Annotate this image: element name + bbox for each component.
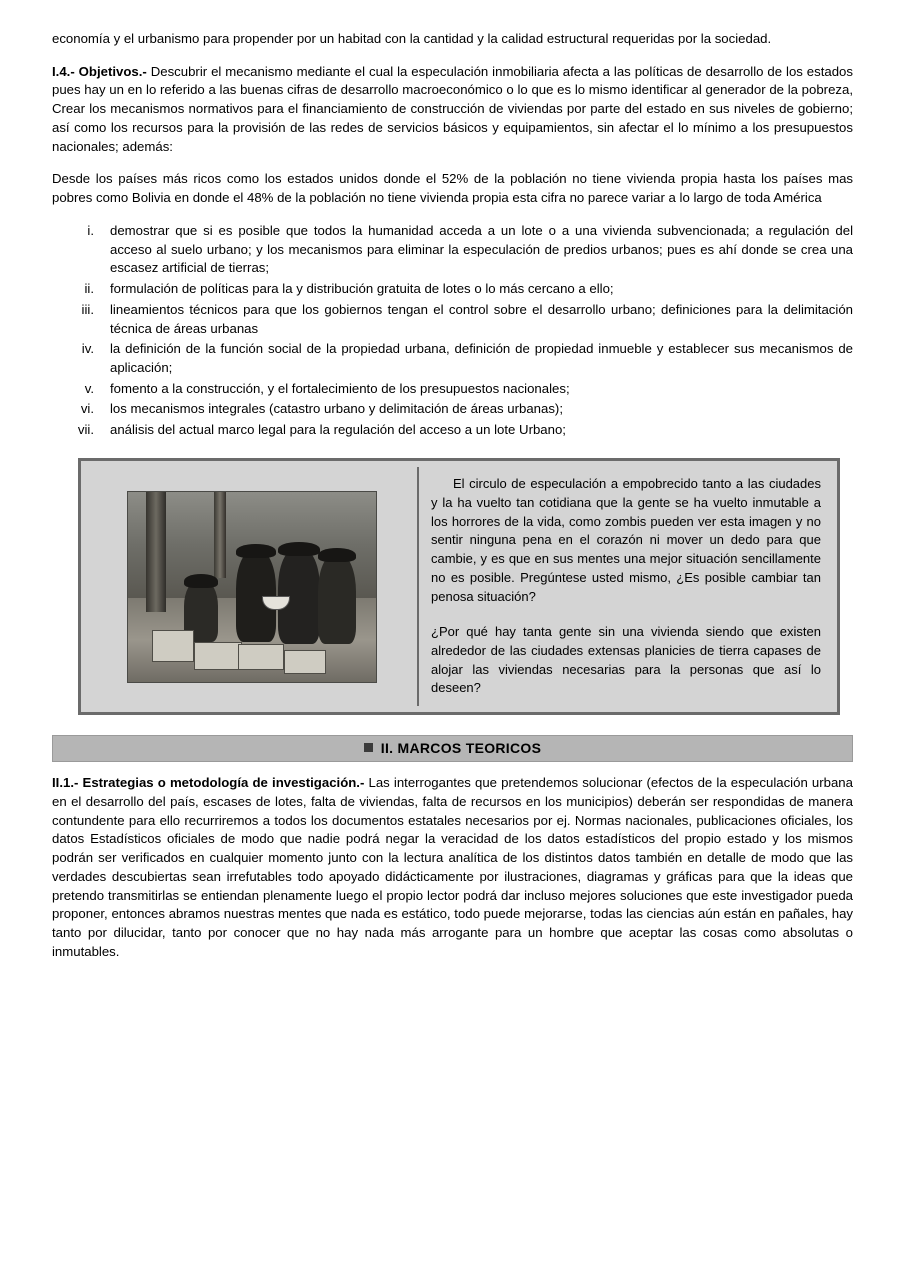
list-item-text: la definición de la función social de la propiedad urbana, definición de propiedad inmueble y establecer sus mecanismos de aplicación;: [110, 341, 853, 376]
list-item: [52, 222, 853, 278]
list-item-text: análisis del actual marco legal para la regulación del acceso a un lote Urbano;: [110, 422, 566, 438]
photo-pot: [152, 630, 194, 662]
photo-hat: [318, 548, 356, 562]
figure-block: [78, 458, 840, 715]
square-bullet-icon: [364, 743, 373, 752]
list-item-marker: i.: [87, 222, 94, 238]
paragraph-intro-continued: economía y el urbanismo para propender por un habitad con la cantidad y la calidad estructural requeridas por la sociedad.: [52, 31, 772, 46]
section-heading-bar: [52, 735, 853, 762]
list-item-marker: iv.: [81, 341, 94, 357]
photo-image: [127, 491, 377, 683]
photo-pot: [284, 650, 326, 674]
list-item-text: lineamientos técnicos para que los gobiernos tengan el control sobre el desarrollo urbano; definiciones para la delimitación técnica de áreas urbanas: [110, 301, 853, 336]
caption-gap: [431, 607, 821, 623]
photo-figure-woman: [318, 554, 356, 644]
photo-tree: [146, 492, 166, 612]
list-item-text: fomento a la construcción, y el fortalecimiento de los presupuestos nacionales;: [110, 380, 570, 396]
photo-hat: [278, 542, 320, 556]
section-heading-text: II. MARCOS TEORICOS: [380, 740, 542, 757]
list-item-marker: iii.: [81, 301, 94, 317]
paragraph-objectives: [52, 63, 853, 157]
list-item-marker: v.: [84, 380, 94, 396]
list-item: [52, 380, 853, 399]
photo-hat: [184, 574, 218, 588]
photo-pot: [238, 644, 284, 670]
photo-pot: [194, 642, 242, 670]
list-item: [52, 280, 853, 299]
list-item: [52, 421, 853, 440]
list-item-text: formulación de políticas para la y distribución gratuita de lotes o lo más cercano a ello;: [110, 281, 614, 297]
objectives-list: [52, 222, 853, 440]
list-item-text: los mecanismos integrales (catastro urbano y delimitación de áreas urbanas);: [110, 401, 563, 417]
paragraph-statistics: Desde los países más ricos como los estados unidos donde el 52% de la población no tiene vivienda propia hasta los países mas pobres como Bolivia en donde el 48% de la población no tiene vivienda propia esta cifra no parece variar a lo largo de toda América: [52, 171, 853, 206]
list-item-marker: vii.: [77, 422, 94, 438]
list-item: [52, 340, 853, 377]
figure-caption-first: El circulo de especulación a empobrecido tanto a las ciudades y la ha vuelto tan cotidiana que la gente se ha vuelto inmutable a los horrores de la vida, como zombis pueden ver esta imagen y no sentir ninguna pena en el corazón ni mover un dedo para que cambie, y es que en sus mentes una mejor situación sencillamente no es posible. Pregúntese usted mismo, ¿Es posible cambiar tan penosa situación?: [431, 475, 821, 605]
list-item-text: demostrar que si es posible que todos la humanidad acceda a un lote o a una vivienda subvencionada; a regulación del acceso al suelo urbano; y los mecanismos para eliminar la especulación de predios urbanos; pues es ahí donde se crea una escasez artificial de tierras;: [110, 222, 853, 276]
methodology-body: Las interrogantes que pretendemos solucionar (efectos de la especulación urbana en el desarrollo del país, escases de lotes, falta de viviendas, falta de recursos en los municipios) deberán ser respondidas de manera contundente para ello recurriremos a todos los documentos estatales necesarios por ej. Normas nacionales, publicaciones oficiales, los datos Estadísticos oficiales de modo que nadie podrá negar la veracidad de los datos estadísticos del propio estado y los mismos podrán ser verificados en cualquier momento junto con la lectura analítica de los distintos datos también en detalle de modo que las verdades descubiertas sean irrefutables todo apoyado didácticamente por ilustraciones, diagramas y gráficas para que la ideas que pretendo transmitirlas se entiendan plenamente luego el propio lector podrá dar incluso mejores soluciones que este investigador pueda proponer, entonces abramos nuestras mentes que nada es estático, todo puede mejorarse, todas las ciencias aún están en pañales, hay tanto por dilucidar, tanto por conocer que no hay nada más arrogante para un hombre que aceptar las cosas como absolutas o inmutables.: [52, 775, 853, 959]
list-item: [52, 301, 853, 338]
objectives-body: Descubrir el mecanismo mediante el cual la especulación inmobiliaria afecta a las políticas de desarrollo de los estados pues hay un en lo referido a las buenas cifras de desarrollo macroeconómico o lo que es lo mismo identificar al generador de la pobreza, Crear los mecanismos normativos para el financiamiento de construcción de viviendas por parte del estado en sus niveles de gobierno; así como los recursos para la provisión de las redes de servicios básicos y equipamientos, sin afectar el lo mínimo a los presupuestos nacionales; además:: [52, 63, 853, 154]
paragraph-methodology: [52, 774, 853, 961]
figure-caption-second: ¿Por qué hay tanta gente sin una vivienda siendo que existen alrededor de las ciudades extensas planicies de tierra capases de alojar las viviendas necesarias para la personas que así lo deseen?: [431, 623, 821, 696]
list-item-marker: ii.: [84, 281, 94, 297]
list-item-marker: vi.: [80, 401, 94, 417]
photo-hat: [236, 544, 276, 558]
figure-photo-cell: [87, 467, 417, 706]
figure-caption-cell: [417, 467, 831, 706]
list-item: [52, 400, 853, 419]
methodology-label: II.1.- Estrategias o metodología de investigación.-: [52, 775, 365, 791]
photo-tree-second: [214, 492, 226, 578]
objectives-label: I.4.- Objetivos.-: [52, 63, 147, 79]
